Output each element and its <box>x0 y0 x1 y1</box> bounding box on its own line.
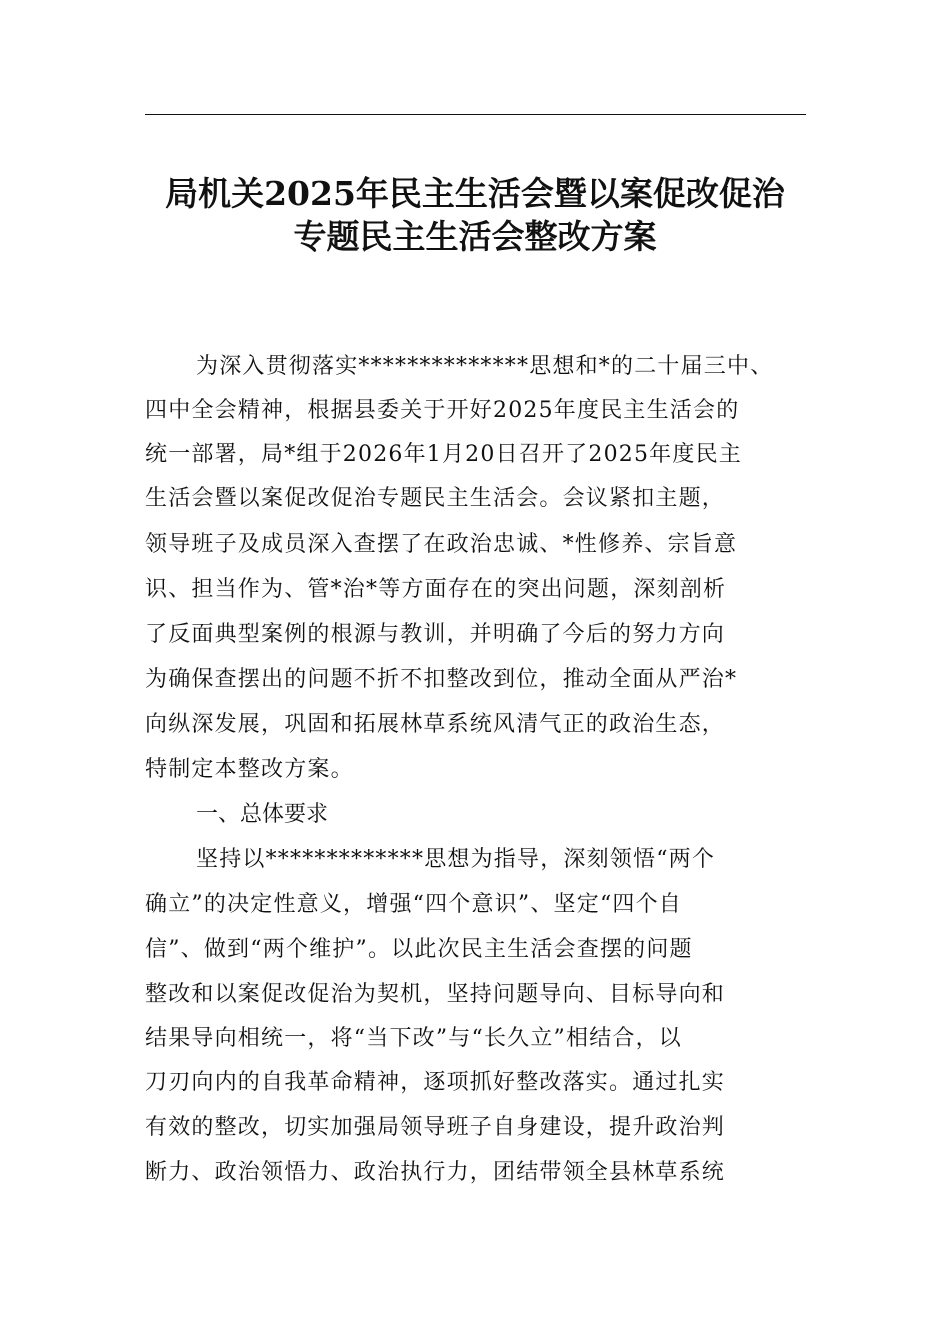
section1-line: 结果导向相统一，将“当下改”与“长久立”相结合，以 <box>145 1026 682 1051</box>
intro-line: 为确保查摆出的问题不折不扣整改到位，推动全面从严治* <box>145 667 738 692</box>
top-rule <box>145 114 806 115</box>
intro-line: 向纵深发展，巩固和拓展林草系统风清气正的政治生态， <box>145 712 726 737</box>
section1-line: 有效的整改，切实加强局领导班子自身建设，提升政治判 <box>145 1115 726 1140</box>
section1-line: 信”、做到“两个维护”。以此次民主生活会查摆的问题 <box>145 937 693 962</box>
intro-line: 统一部署，局*组于2026年1月20日召开了2025年度民主 <box>145 442 742 467</box>
section1-line: 坚持以*************思想为指导，深刻领悟“两个 <box>196 847 716 872</box>
intro-line: 特制定本整改方案。 <box>145 757 354 782</box>
document-title-line-1: 局机关2025年民主生活会暨以案促改促治 <box>165 174 785 213</box>
intro-line: 生活会暨以案促改促治专题民主生活会。会议紧扣主题， <box>145 486 726 511</box>
intro-line: 识、担当作为、管*治*等方面存在的突出问题，深刻剖析 <box>145 577 727 602</box>
intro-line: 为深入贯彻落实**************思想和*的二十届三中、 <box>196 354 774 379</box>
document-title-line-2: 专题民主生活会整改方案 <box>293 217 657 256</box>
intro-line: 四中全会精神，根据县委关于开好2025年度民主生活会的 <box>145 398 740 423</box>
section1-line: 确立”的决定性意义，增强“四个意识”、坚定“四个自 <box>145 892 682 917</box>
section1-line: 断力、政治领悟力、政治执行力，团结带领全县林草系统 <box>145 1160 726 1185</box>
intro-line: 领导班子及成员深入查摆了在政治忠诚、*性修养、宗旨意 <box>145 532 738 557</box>
section1-line: 整改和以案促改促治为契机，坚持问题导向、目标导向和 <box>145 982 726 1007</box>
section-heading-overall-requirements: 一、总体要求 <box>196 802 329 827</box>
intro-line: 了反面典型案例的根源与教训，并明确了今后的努力方向 <box>145 622 726 647</box>
section1-line: 刀刃向内的自我革命精神，逐项抓好整改落实。通过扎实 <box>145 1070 726 1095</box>
